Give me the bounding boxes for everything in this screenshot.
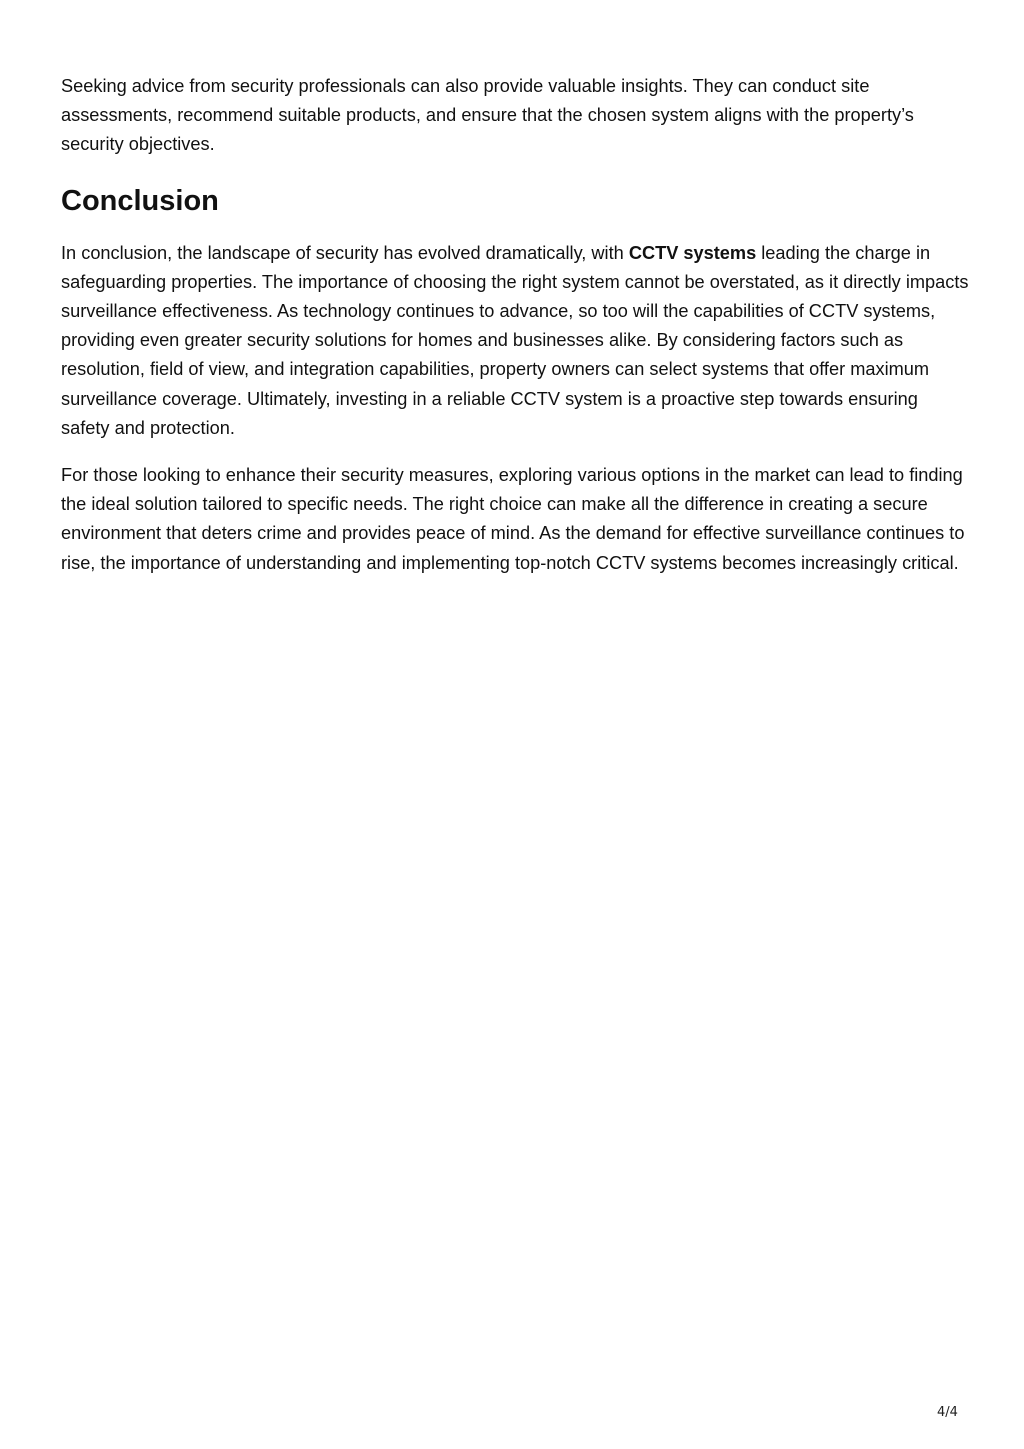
- page-number: 4/4: [937, 1405, 958, 1420]
- conclusion-paragraph-1: [61, 239, 971, 443]
- cctv-systems-bold-text: CCTV systems: [628, 242, 757, 263]
- section-heading-conclusion: Conclusion: [61, 184, 219, 217]
- conclusion-paragraph-2: For those looking to enhance their security measures, exploring various options in the market can lead to finding the ideal solution tailored to specific needs. The right choice can make all the difference in creating a secure environment that deters crime and provides peace of mind. As the demand for effective surveillance continues to rise, the importance of understanding and implementing top-notch CCTV systems becomes increasingly critical.: [61, 465, 965, 573]
- conclusion-paragraph-1-text-a: In conclusion, the landscape of security has evolved dramatically, with: [61, 242, 629, 263]
- intro-paragraph: Seeking advice from security professionals can also provide valuable insights. They can conduct site assessments, recommend suitable products, and ensure that the chosen system aligns with the property’s security objectives.: [61, 76, 914, 155]
- document-body: [61, 72, 971, 578]
- conclusion-paragraph-1-text-b: leading the charge in safeguarding properties. The importance of choosing the right system cannot be overstated, as it directly impacts surveillance effectiveness. As technology continues to advance, so too will the capabilities of CCTV systems, providing even greater security solutions for homes and businesses alike. By considering factors such as resolution, field of view, and integration capabilities, property owners can select systems that offer maximum surveillance coverage. Ultimately, investing in a reliable CCTV system is a proactive step towards ensuring safety and protection.: [61, 242, 969, 438]
